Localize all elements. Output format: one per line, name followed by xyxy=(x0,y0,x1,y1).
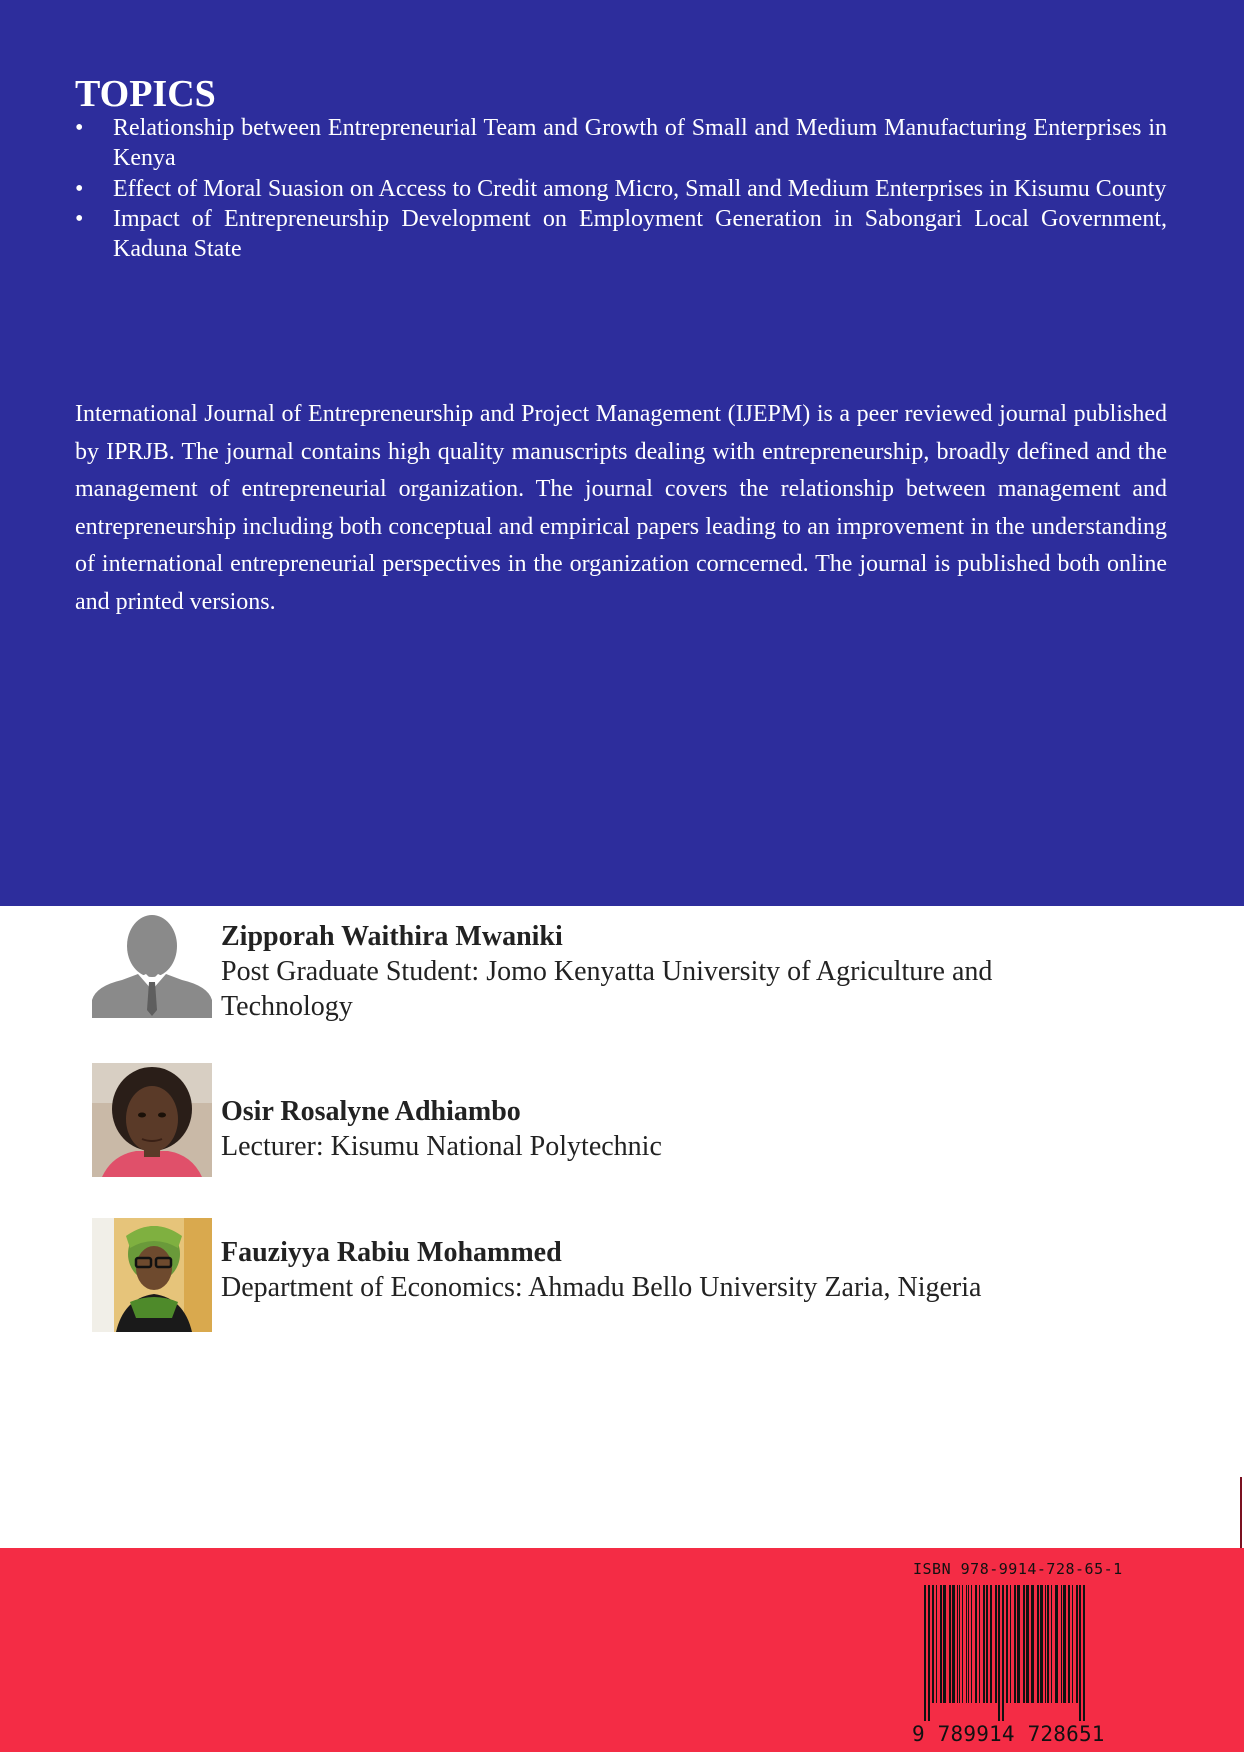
edge-line xyxy=(1240,1477,1242,1549)
topics-heading: TOPICS xyxy=(75,73,216,115)
barcode-bar xyxy=(995,1585,997,1703)
isbn-label: ISBN 978-9914-728-65-1 xyxy=(913,1560,1123,1578)
barcode-bar xyxy=(936,1585,937,1703)
topic-item xyxy=(75,204,1167,264)
journal-description: International Journal of Entrepreneurship and Project Management (IJEPM) is a peer reviewed journal published by IPRJB. The journal contains high quality manuscripts dealing with entrepreneurship, broadly defined and the management of entrepreneurial organization. The journal covers the relationship between management and entrepreneurship including both conceptual and empirical papers leading to an improvement in the understanding of international entrepreneurial perspectives in the organization corncerned. The journal is published both online and printed versions. xyxy=(75,401,1167,615)
barcode-bar xyxy=(1014,1585,1016,1703)
barcode-bar xyxy=(1002,1585,1004,1721)
author-affiliation: Post Graduate Student: Jomo Kenyatta University of Agriculture and Technology xyxy=(221,956,993,1022)
author-details xyxy=(221,1236,1121,1305)
barcode-bar xyxy=(979,1585,980,1703)
barcode-bar xyxy=(1040,1585,1043,1703)
author-affiliation: Lecturer: Kisumu National Polytechnic xyxy=(221,1131,662,1162)
barcode-bar xyxy=(1031,1585,1034,1703)
barcode-bar xyxy=(943,1585,946,1703)
barcode-bar xyxy=(1083,1585,1085,1721)
barcode-bar xyxy=(924,1585,926,1721)
barcode-bar xyxy=(1055,1585,1058,1703)
barcode-bar xyxy=(1010,1585,1011,1703)
topic-text: Impact of Entrepreneurship Development on Employment Generation in Sabongari Local Government, Kaduna State xyxy=(113,206,1167,262)
author-photo xyxy=(92,1063,212,1177)
barcode-bar xyxy=(928,1585,930,1721)
barcode-bar xyxy=(1068,1585,1070,1703)
topics-list xyxy=(75,113,1167,264)
barcode-bar xyxy=(986,1585,988,1703)
topic-item xyxy=(75,174,1167,204)
barcode-bar xyxy=(1079,1585,1081,1721)
barcode-bar xyxy=(968,1585,969,1703)
author-name: Osir Rosalyne Adhiambo xyxy=(221,1096,521,1127)
topic-text: Relationship between Entrepreneurial Team and Growth of Small and Medium Manufacturing Enterprises in Kenya xyxy=(113,115,1167,171)
barcode-bar xyxy=(1061,1585,1062,1703)
barcode-icon xyxy=(912,1585,1120,1721)
barcode-bar xyxy=(990,1585,992,1703)
barcode-bar xyxy=(1051,1585,1052,1703)
barcode-bar xyxy=(983,1585,985,1703)
author-photo xyxy=(92,1218,212,1332)
barcode-bar xyxy=(1026,1585,1029,1703)
author-details xyxy=(221,920,1121,1024)
author-name: Fauziyya Rabiu Mohammed xyxy=(221,1237,562,1268)
barcode-bar xyxy=(962,1585,963,1703)
barcode-bar xyxy=(1037,1585,1039,1703)
barcode-bar xyxy=(1072,1585,1073,1703)
topic-item xyxy=(75,113,1167,173)
bullet-icon: • xyxy=(75,176,84,202)
barcode-bar xyxy=(949,1585,951,1703)
barcode-bar xyxy=(1047,1585,1049,1703)
barcode-bar xyxy=(1045,1585,1046,1703)
topic-text: Effect of Moral Suasion on Access to Credit among Micro, Small and Medium Enterprises in Kisumu County xyxy=(113,176,1167,202)
author-details xyxy=(221,1095,1121,1164)
author-affiliation: Department of Economics: Ahmadu Bello University Zaria, Nigeria xyxy=(221,1272,982,1303)
barcode-bar xyxy=(959,1585,960,1703)
author-name: Zipporah Waithira Mwaniki xyxy=(221,921,563,952)
barcode-bar xyxy=(975,1585,977,1703)
bullet-icon: • xyxy=(75,206,84,232)
barcode-bar xyxy=(932,1585,934,1703)
barcode-bar xyxy=(1017,1585,1020,1703)
barcode-bar xyxy=(957,1585,958,1703)
bullet-icon: • xyxy=(75,115,84,141)
barcode-bar xyxy=(966,1585,967,1703)
barcode-bar xyxy=(1006,1585,1008,1703)
barcode-bar xyxy=(952,1585,955,1703)
barcode-bar xyxy=(1063,1585,1066,1703)
barcode-bar xyxy=(971,1585,972,1703)
barcode-bar xyxy=(998,1585,1000,1721)
barcode-bar xyxy=(940,1585,942,1703)
barcode-bar xyxy=(1076,1585,1078,1703)
barcode-bar xyxy=(1023,1585,1025,1703)
barcode-digits: 9 789914 728651 xyxy=(912,1722,1105,1746)
person-silhouette-icon xyxy=(92,910,212,1024)
